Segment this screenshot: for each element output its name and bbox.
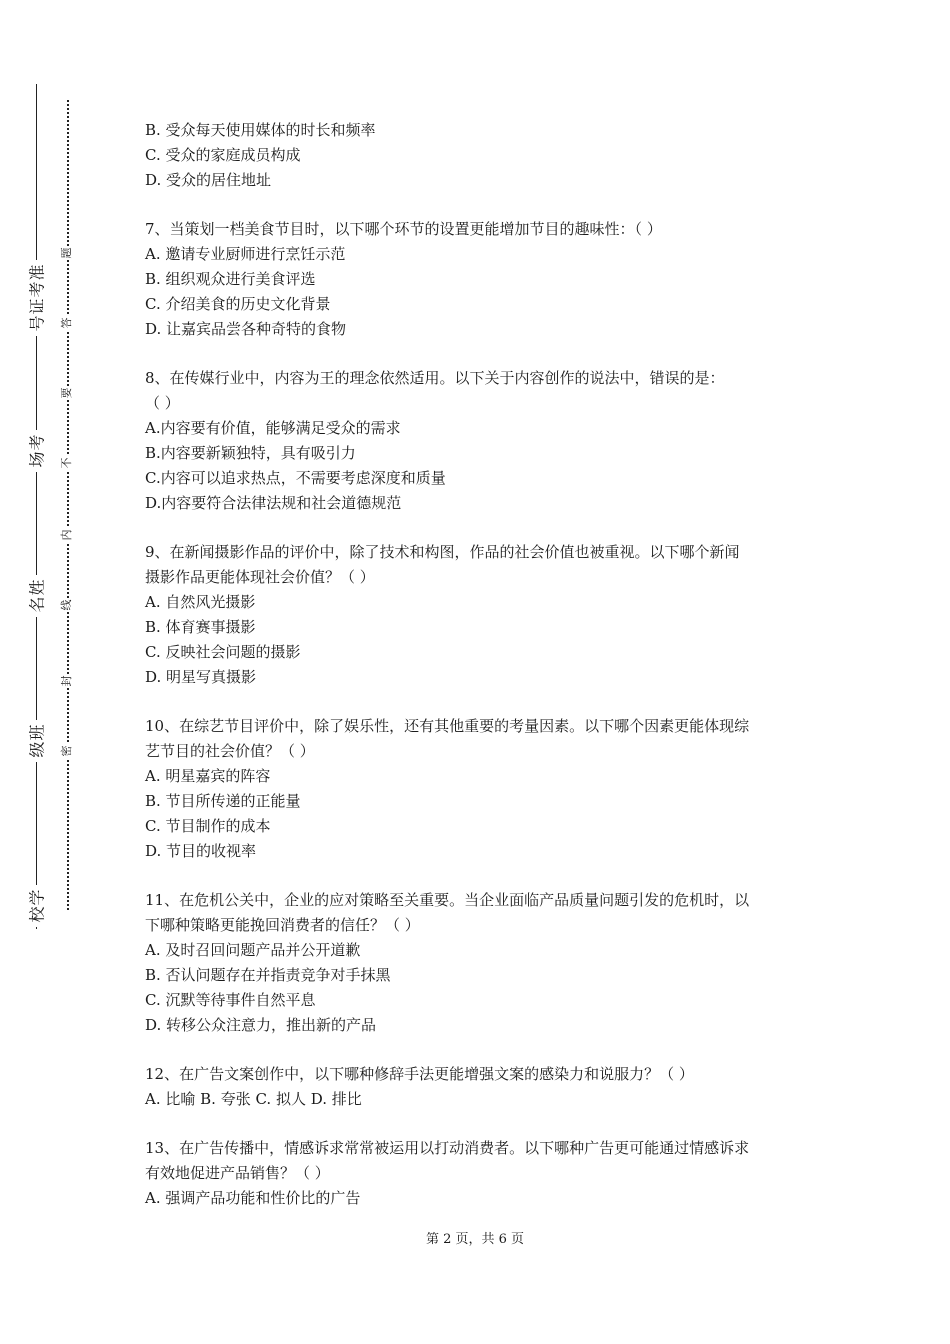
exam-room-label: 考 场 (21, 430, 53, 472)
question-stem: 11、在危机公关中，企业的应对策略至关重要。当企业面临产品质量问题引发的危机时，以 (145, 891, 750, 909)
question-line: A.内容要有价值，能够满足受众的需求 (145, 419, 401, 437)
question-line: B. 节目所传递的正能量 (145, 792, 301, 810)
question-line: D. 让嘉宾品尝各种奇特的食物 (145, 320, 347, 338)
seal-char: 不 (60, 457, 73, 469)
question-line: 下哪种策略更能挽回消费者的信任？（ ） (145, 916, 420, 934)
binding-dotted-line (67, 100, 69, 910)
question-block (145, 540, 815, 690)
question-line: A. 自然风光摄影 (145, 593, 256, 611)
question-line: D.内容要符合法律法规和社会道德规范 (145, 494, 402, 512)
question-line: A. 及时召回问题产品并公开道歉 (145, 941, 361, 959)
name-label: 姓 名 (21, 575, 53, 617)
question-line: 有效地促进产品销售？（ ） (145, 1164, 330, 1182)
question-line: B.内容要新颖独特，具有吸引力 (145, 444, 356, 462)
question-block (145, 888, 815, 1038)
question-content (145, 118, 815, 1211)
question-line: （ ） (145, 394, 180, 412)
question-line: C.内容可以追求热点，不需要考虑深度和质量 (145, 469, 446, 487)
question-stem: 13、在广告传播中，情感诉求常常被运用以打动消费者。以下哪种广告更可能通过情感诉求 (145, 1139, 750, 1157)
question-line: A. 邀请专业厨师进行烹饪示范 (145, 245, 346, 263)
question-line: D. 明星写真摄影 (145, 668, 257, 686)
question-line: D. 节目的收视率 (145, 842, 257, 860)
seal-char: 密 (60, 745, 73, 757)
question-line: A. 强调产品功能和性价比的广告 (145, 1189, 361, 1207)
question-block (145, 118, 815, 193)
seal-char: 内 (60, 529, 73, 541)
binding-solid-line (36, 84, 37, 929)
question-stem: 7、当策划一档美食节目时，以下哪个环节的设置更能增加节目的趣味性：（ ） (145, 220, 662, 238)
question-line: B. 受众每天使用媒体的时长和频率 (145, 121, 376, 139)
question-line: C. 沉默等待事件自然平息 (145, 991, 316, 1009)
question-stem: 8、在传媒行业中，内容为王的理念依然适用。以下关于内容创作的说法中，错误的是： (145, 369, 725, 387)
seal-char: 答 (60, 317, 73, 329)
question-line: A. 比喻 B. 夸张 C. 拟人 D. 排比 (145, 1090, 362, 1108)
seal-char: 要 (60, 387, 73, 399)
question-line: D. 受众的居住地址 (145, 171, 272, 189)
question-line: 艺节目的社会价值？（ ） (145, 742, 315, 760)
page-footer: 第 2 页，共 6 页 (425, 1232, 525, 1247)
exam-number-label: 准 考 证 号 (21, 260, 53, 336)
seal-char: 封 (60, 675, 73, 687)
seal-char: 题 (60, 247, 73, 259)
class-label: 班 级 (21, 720, 53, 762)
question-block (145, 1062, 815, 1112)
question-line: 摄影作品更能体现社会价值？（ ） (145, 568, 375, 586)
question-line: B. 否认问题存在并指责竞争对手抹黑 (145, 966, 391, 984)
question-block (145, 1136, 815, 1211)
question-line: C. 节目制作的成本 (145, 817, 271, 835)
seal-char: 线 (60, 599, 73, 611)
question-line: B. 体育赛事摄影 (145, 618, 256, 636)
question-block (145, 366, 815, 516)
question-block (145, 714, 815, 864)
question-line: C. 反映社会问题的摄影 (145, 643, 301, 661)
question-line: D. 转移公众注意力，推出新的产品 (145, 1016, 377, 1034)
school-label: 学 校 (21, 885, 53, 927)
question-stem: 10、在综艺节目评价中，除了娱乐性，还有其他重要的考量因素。以下哪个因素更能体现综 (145, 717, 750, 735)
question-block (145, 217, 815, 342)
question-line: C. 受众的家庭成员构成 (145, 146, 301, 164)
question-line: B. 组织观众进行美食评选 (145, 270, 316, 288)
question-stem: 12、在广告文案创作中，以下哪种修辞手法更能增强文案的感染力和说服力？（ ） (145, 1065, 694, 1083)
question-line: C. 介绍美食的历史文化背景 (145, 295, 331, 313)
question-line: A. 明星嘉宾的阵容 (145, 767, 271, 785)
question-stem: 9、在新闻摄影作品的评价中，除了技术和构图，作品的社会价值也被重视。以下哪个新闻 (145, 543, 740, 561)
